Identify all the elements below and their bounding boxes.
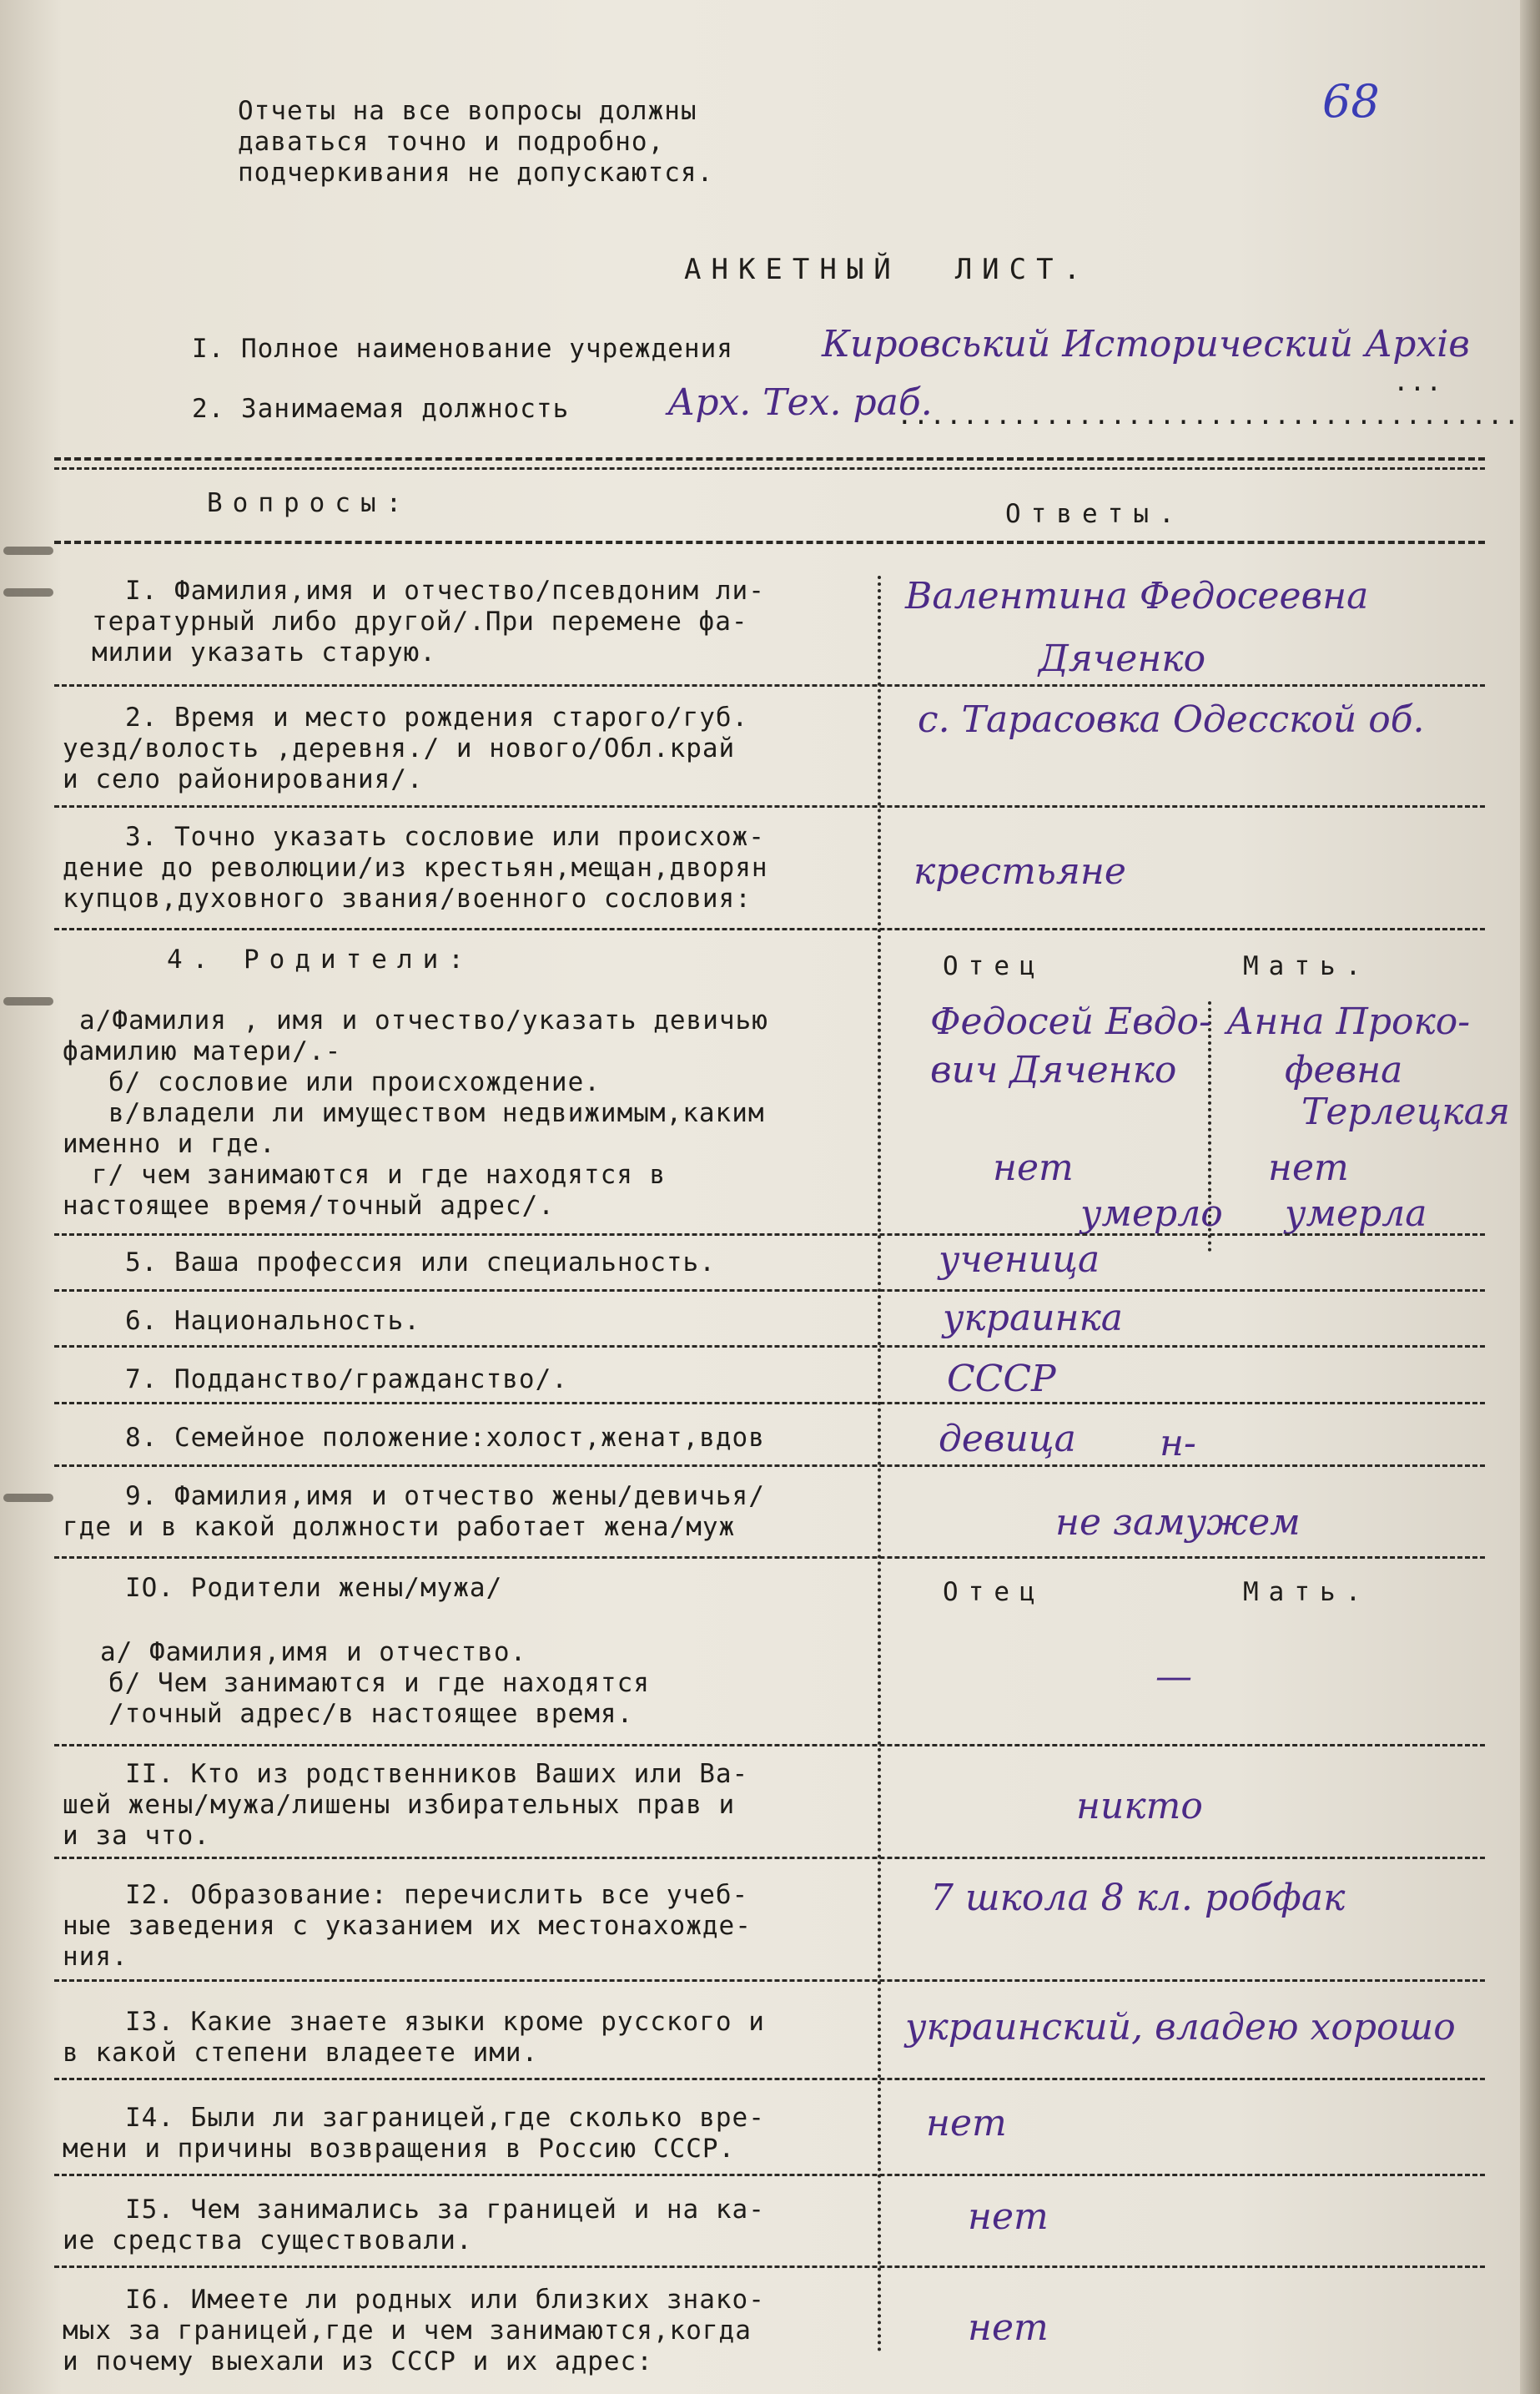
dotted-fill: ... bbox=[1393, 367, 1442, 397]
q4-line: б/ сословие или происхождение. bbox=[108, 1067, 601, 1097]
q1-line: I. Фамилия,имя и отчество/псевдоним ли- bbox=[125, 576, 765, 606]
answers-header: Ответы. bbox=[1005, 499, 1185, 529]
q2-answer: с. Тарасовка Одесской об. bbox=[918, 698, 1425, 741]
form-title: АНКЕТНЫЙ ЛИСТ. bbox=[684, 253, 1091, 286]
field-label-position: 2. Занимаемая должность bbox=[192, 394, 570, 424]
divider bbox=[54, 1345, 1485, 1348]
q3-line: дение до революции/из крестьян,мещан,дворян bbox=[63, 853, 768, 883]
q4-mother-name: Терлецкая bbox=[1301, 1091, 1510, 1133]
q4-father-property: нет bbox=[993, 1147, 1074, 1189]
q14-answer: нет bbox=[926, 2102, 1007, 2145]
field-value-position: Арх. Тех. раб. bbox=[667, 381, 933, 424]
q6-label: 6. Национальность. bbox=[125, 1306, 420, 1336]
q14-line: I4. Были ли заграницей,где сколько вре- bbox=[125, 2103, 765, 2133]
q16-line: I6. Имеете ли родных или близких знако- bbox=[125, 2285, 765, 2315]
q1-answer: Валентина Федосеевна bbox=[905, 575, 1369, 617]
q10-line: б/ Чем занимаются и где находятся bbox=[108, 1668, 650, 1698]
divider bbox=[54, 2265, 1485, 2268]
divider bbox=[54, 1289, 1485, 1292]
q16-answer: нет bbox=[968, 2306, 1049, 2349]
q12-line: I2. Образование: перечислить все учеб- bbox=[125, 1880, 749, 1910]
q12-line: ные заведения с указанием их местонахожде- bbox=[63, 1911, 752, 1941]
q13-line: I3. Какие знаете языки кроме русского и bbox=[125, 2007, 765, 2037]
divider bbox=[54, 1857, 1485, 1859]
divider bbox=[54, 467, 1485, 470]
divider bbox=[54, 1464, 1485, 1467]
q10-header: IO. Родители жены/мужа/ bbox=[125, 1573, 503, 1603]
q4-mother-name: февна bbox=[1285, 1049, 1403, 1091]
q11-line: II. Кто из родственников Ваших или Ва- bbox=[125, 1759, 749, 1789]
questions-header: Вопросы: bbox=[207, 488, 412, 518]
q3-line: 3. Точно указать сословие или происхож- bbox=[125, 822, 765, 852]
q10-line: а/ Фамилия,имя и отчество. bbox=[100, 1637, 527, 1667]
binding-thread bbox=[3, 547, 53, 555]
q4-father-name: вич Дяченко bbox=[930, 1049, 1177, 1091]
q11-answer: никто bbox=[1076, 1785, 1203, 1827]
q8-label: 8. Семейное положение:холост,женат,вдов bbox=[125, 1423, 765, 1453]
q8-mark: н- bbox=[1160, 1422, 1196, 1464]
q10-father-label: Отец bbox=[943, 1577, 1045, 1607]
q11-line: шей жены/мужа/лишены избирательных прав и bbox=[63, 1790, 736, 1820]
q4-line: в/владели ли имуществом недвижимым,каким bbox=[108, 1098, 765, 1128]
q9-line: 9. Фамилия,имя и отчество жены/девичья/ bbox=[125, 1481, 765, 1511]
q3-line: купцов,духовного звания/военного сословия: bbox=[63, 884, 752, 914]
q1-line: тературный либо другой/.При перемене фа- bbox=[92, 607, 748, 637]
binding-thread bbox=[3, 997, 53, 1005]
q4-line: а/Фамилия , имя и отчество/указать девичью bbox=[79, 1005, 768, 1036]
field-label-institution: I. Полное наименование учреждения bbox=[192, 334, 733, 364]
instruction-line: подчеркивания не допускаются. bbox=[238, 158, 714, 188]
q15-line: ие средства существовали. bbox=[63, 2225, 473, 2255]
divider bbox=[54, 2078, 1485, 2080]
divider bbox=[54, 684, 1485, 687]
q2-line: и село районирования/. bbox=[63, 764, 424, 794]
q4-mother-status: умерла bbox=[1285, 1192, 1427, 1235]
divider bbox=[54, 1979, 1485, 1982]
divider bbox=[54, 541, 1485, 544]
q7-answer: СССР bbox=[947, 1358, 1056, 1400]
q4-line: настоящее время/точный адрес/. bbox=[63, 1191, 555, 1221]
divider bbox=[54, 457, 1485, 461]
q4-father-label: Отец bbox=[943, 951, 1045, 981]
q13-answer: украинский, владею хорошо bbox=[905, 2006, 1456, 2049]
q5-answer: ученица bbox=[939, 1238, 1100, 1281]
divider bbox=[54, 1744, 1485, 1746]
q12-answer: 7 школа 8 кл. робфак bbox=[930, 1877, 1346, 1919]
instruction-line: даваться точно и подробно, bbox=[238, 127, 665, 157]
q15-answer: нет bbox=[968, 2195, 1049, 2238]
q4-mother-property: нет bbox=[1268, 1147, 1349, 1189]
q15-line: I5. Чем занимались за границей и на ка- bbox=[125, 2195, 765, 2225]
q16-line: мых за границей,где и чем занимаются,когда bbox=[63, 2316, 752, 2346]
q5-label: 5. Ваша профессия или специальность. bbox=[125, 1247, 716, 1278]
divider bbox=[54, 1402, 1485, 1404]
q7-label: 7. Подданство/гражданство/. bbox=[125, 1364, 568, 1394]
q13-line: в какой степени владеете ими. bbox=[63, 2038, 539, 2068]
q12-line: ния. bbox=[63, 1942, 128, 1972]
q2-line: уезд/волость ,деревня./ и нового/Обл.край bbox=[63, 733, 736, 764]
dotted-fill: ...................................... bbox=[897, 401, 1521, 431]
q1-answer: Дяченко bbox=[1039, 638, 1206, 680]
q1-line: милии указать старую. bbox=[92, 638, 436, 668]
divider bbox=[54, 928, 1485, 930]
q6-answer: украинка bbox=[943, 1297, 1124, 1339]
q14-line: мени и причины возвращения в Россию СССР. bbox=[63, 2134, 736, 2164]
q8-answer: девица bbox=[939, 1418, 1076, 1460]
q2-line: 2. Время и место рождения старого/губ. bbox=[125, 703, 749, 733]
q9-answer: не замужем bbox=[1055, 1501, 1301, 1544]
binding-thread bbox=[3, 588, 53, 597]
q4-line: именно и где. bbox=[63, 1129, 276, 1159]
divider bbox=[54, 805, 1485, 808]
q4-father-name: Федосей Евдо- bbox=[930, 1000, 1211, 1043]
q4-mother-name: Анна Проко- bbox=[1226, 1000, 1471, 1043]
page-number: 68 bbox=[1322, 75, 1380, 128]
q4-header: 4. Родители: bbox=[167, 945, 474, 975]
field-value-institution: Кировський Исторический Архів bbox=[822, 323, 1470, 365]
q11-line: и за что. bbox=[63, 1821, 210, 1851]
q4-mother-label: Мать. bbox=[1243, 951, 1371, 981]
binding-thread bbox=[3, 1494, 53, 1502]
q9-line: где и в какой должности работает жена/муж bbox=[63, 1512, 736, 1542]
q3-answer: крестьяне bbox=[913, 850, 1126, 893]
q10-line: /точный адрес/в настоящее время. bbox=[108, 1699, 634, 1729]
q4-father-status: умерло bbox=[1080, 1192, 1223, 1235]
divider bbox=[54, 1556, 1485, 1559]
divider bbox=[54, 2174, 1485, 2176]
divider bbox=[54, 1233, 1485, 1236]
q10-mother-label: Мать. bbox=[1243, 1577, 1371, 1607]
instruction-line: Отчеты на все вопросы должны bbox=[238, 96, 697, 126]
q4-line: фамилию матери/.- bbox=[63, 1036, 342, 1066]
q4-line: г/ чем занимаются и где находятся в bbox=[92, 1160, 667, 1190]
page-edge bbox=[1520, 0, 1540, 2394]
q16-line: и почему выехали из СССР и их адрес: bbox=[63, 2346, 653, 2376]
q10-answer: — bbox=[1155, 1656, 1192, 1698]
